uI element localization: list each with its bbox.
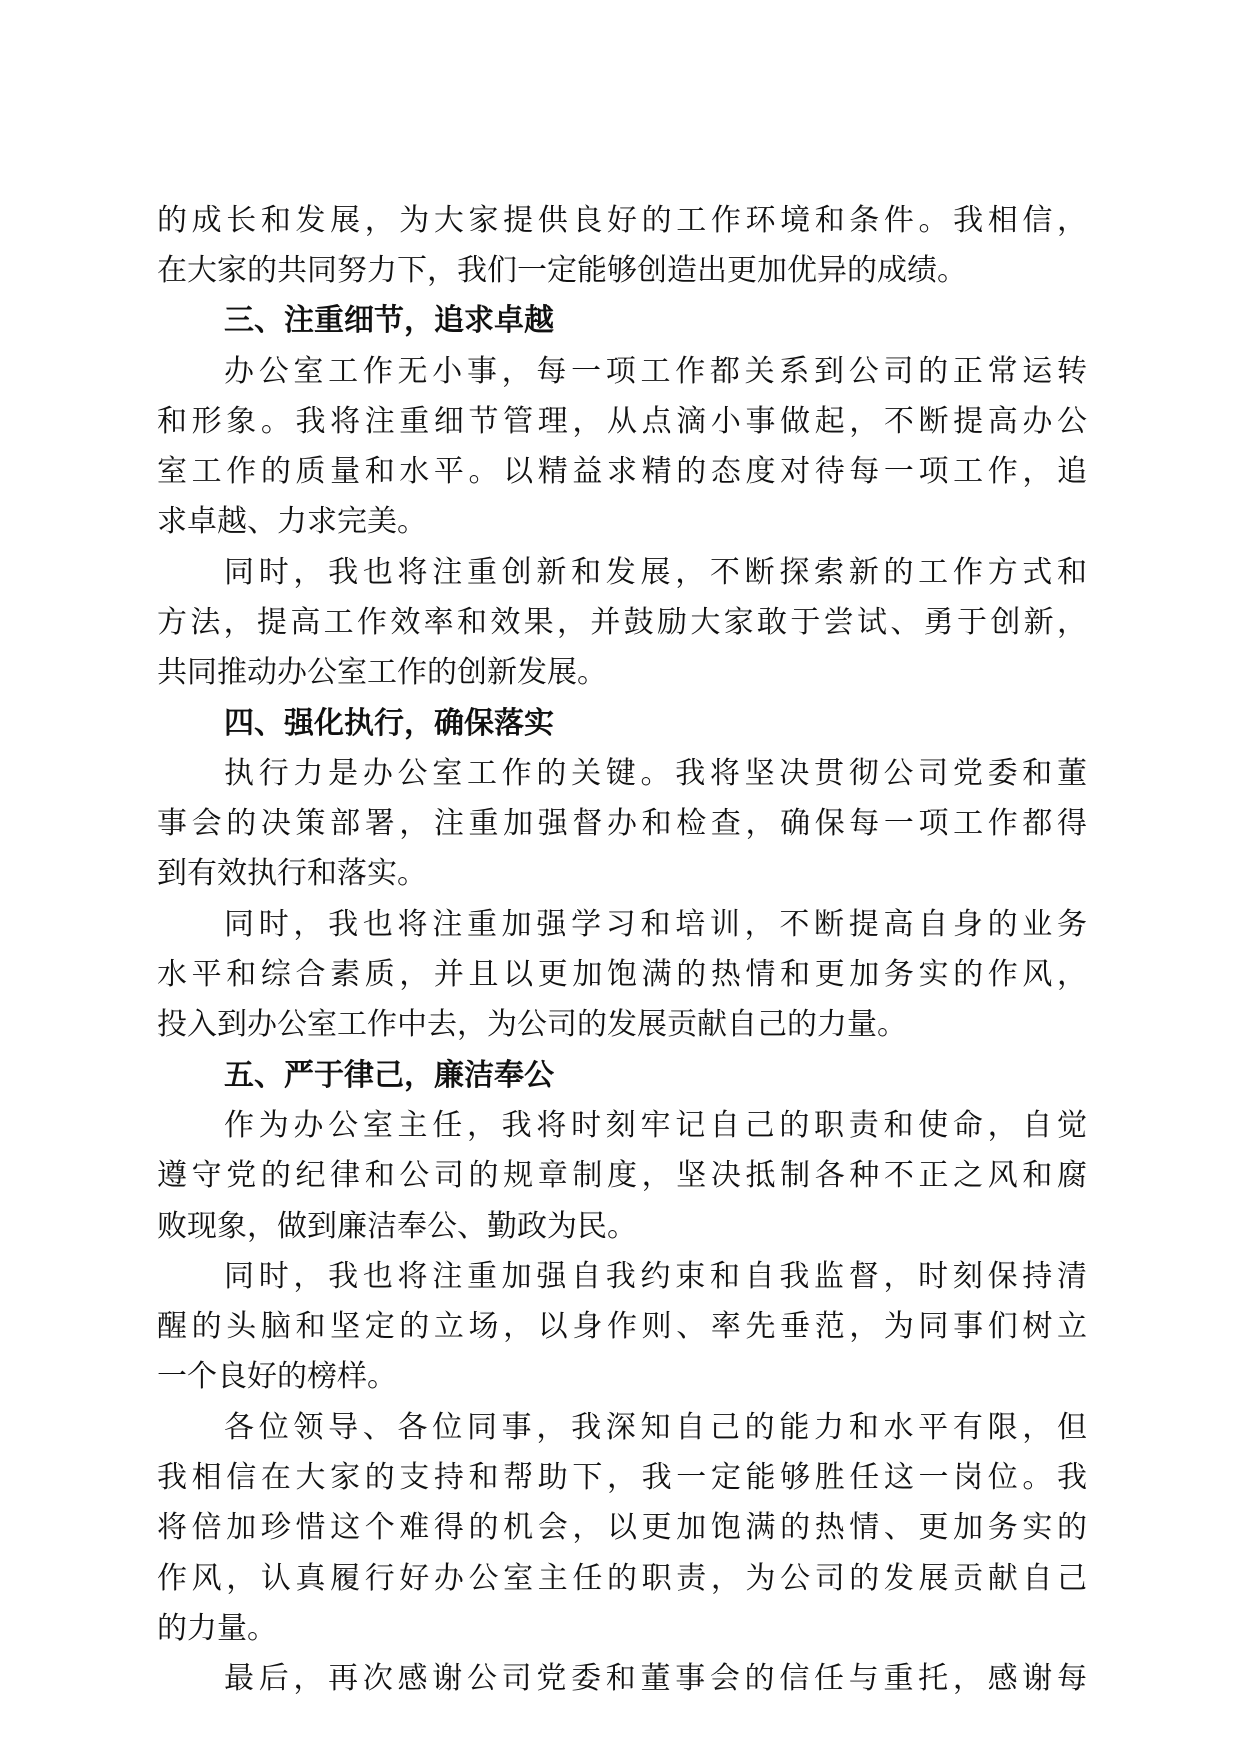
- body-line: 作风，认真履行好办公室主任的职责，为公司的发展贡献自己: [157, 1561, 1087, 1596]
- body-line: 求卓越、力求完美。: [157, 504, 427, 539]
- body-line: 和形象。我将注重细节管理，从点滴小事做起，不断提高办公: [157, 404, 1087, 439]
- body-line: 办公室工作无小事，每一项工作都关系到公司的正常运转: [224, 354, 1087, 389]
- body-line: 同时，我也将注重创新和发展，不断探索新的工作方式和: [224, 555, 1087, 590]
- body-line: 的成长和发展，为大家提供良好的工作环境和条件。我相信，: [157, 203, 1087, 238]
- body-line: 执行力是办公室工作的关键。我将坚决贯彻公司党委和董: [224, 756, 1087, 791]
- body-line: 醒的头脑和坚定的立场，以身作则、率先垂范，为同事们树立: [157, 1309, 1087, 1344]
- body-line: 作为办公室主任，我将时刻牢记自己的职责和使命，自觉: [224, 1108, 1087, 1143]
- body-line: 的力量。: [157, 1611, 277, 1646]
- body-line: 同时，我也将注重加强学习和培训，不断提高自身的业务: [224, 907, 1087, 942]
- body-line: 在大家的共同努力下，我们一定能够创造出更加优异的成绩。: [157, 253, 967, 288]
- section-heading-5: 五、严于律己，廉洁奉公: [224, 1058, 554, 1093]
- body-line: 最后，再次感谢公司党委和董事会的信任与重托，感谢每: [224, 1661, 1087, 1696]
- body-line: 事会的决策部署，注重加强督办和检查，确保每一项工作都得: [157, 806, 1087, 841]
- body-line: 方法，提高工作效率和效果，并鼓励大家敢于尝试、勇于创新，: [157, 605, 1087, 640]
- body-line: 到有效执行和落实。: [157, 856, 427, 891]
- body-line: 室工作的质量和水平。以精益求精的态度对待每一项工作，追: [157, 454, 1087, 489]
- body-line: 败现象，做到廉洁奉公、勤政为民。: [157, 1209, 637, 1244]
- body-line: 投入到办公室工作中去，为公司的发展贡献自己的力量。: [157, 1007, 907, 1042]
- body-line: 将倍加珍惜这个难得的机会，以更加饱满的热情、更加务实的: [157, 1510, 1087, 1545]
- body-line: 各位领导、各位同事，我深知自己的能力和水平有限，但: [224, 1410, 1087, 1445]
- body-line: 同时，我也将注重加强自我约束和自我监督，时刻保持清: [224, 1259, 1087, 1294]
- section-heading-3: 三、注重细节，追求卓越: [224, 303, 554, 338]
- body-line: 一个良好的榜样。: [157, 1359, 397, 1394]
- body-line: 我相信在大家的支持和帮助下，我一定能够胜任这一岗位。我: [157, 1460, 1087, 1495]
- body-line: 遵守党的纪律和公司的规章制度，坚决抵制各种不正之风和腐: [157, 1158, 1087, 1193]
- body-line: 水平和综合素质，并且以更加饱满的热情和更加务实的作风，: [157, 957, 1087, 992]
- section-heading-4: 四、强化执行，确保落实: [224, 706, 554, 741]
- body-line: 共同推动办公室工作的创新发展。: [157, 655, 607, 690]
